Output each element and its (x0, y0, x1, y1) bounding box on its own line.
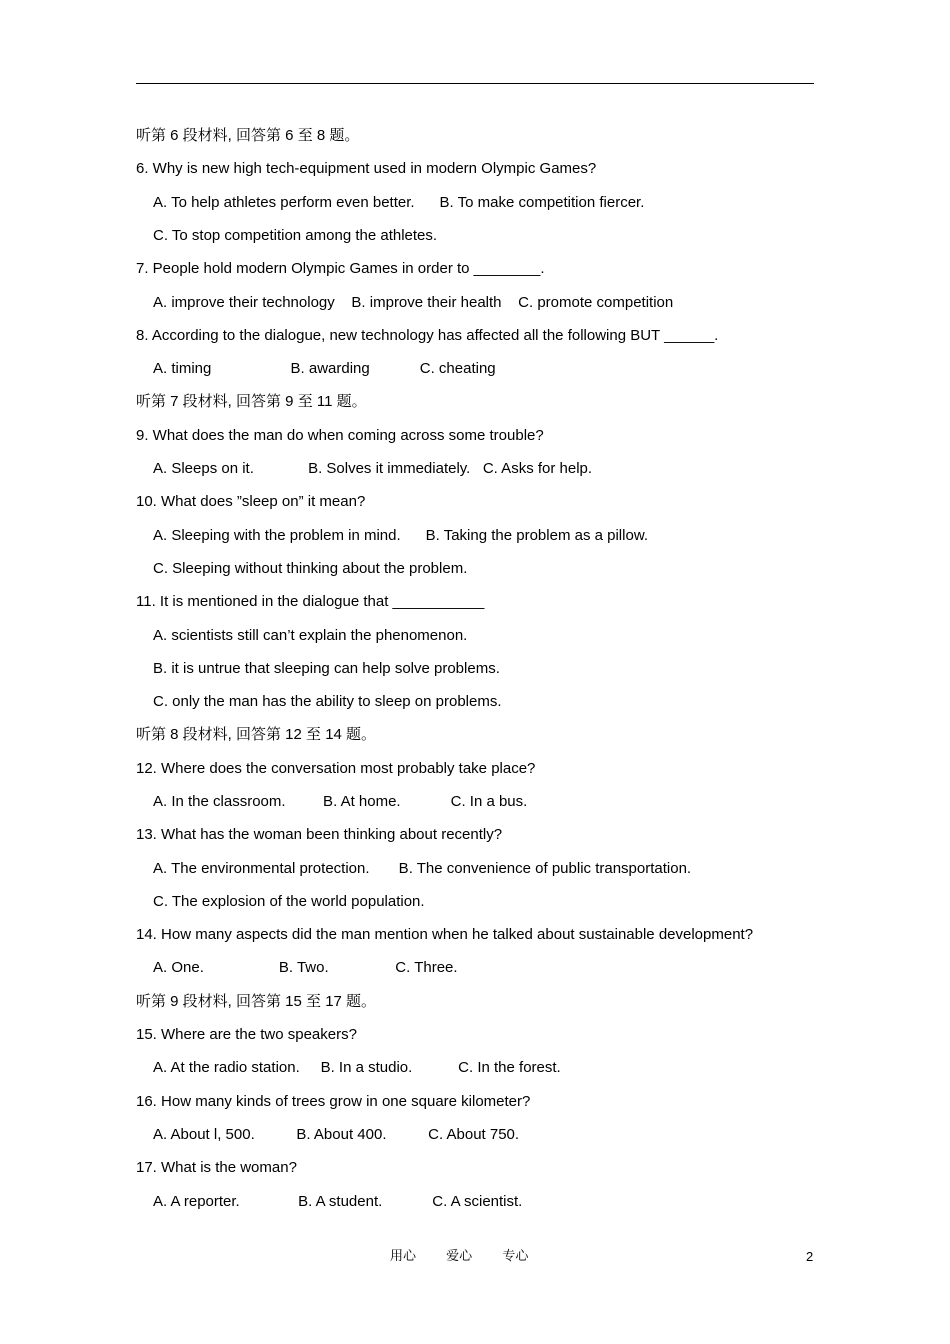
answer-options-line: C. The explosion of the world population. (153, 893, 425, 910)
question-line: 17. What is the woman? (136, 1159, 297, 1176)
question-line: 12. Where does the conversation most probably take place? (136, 760, 536, 777)
answer-options-line: B. it is untrue that sleeping can help solve problems. (153, 660, 500, 677)
answer-options-line: A. At the radio station. B. In a studio. C. In the forest. (153, 1059, 561, 1076)
question-line: 14. How many aspects did the man mention when he talked about sustainable development? (136, 926, 754, 943)
question-line: 9. What does the man do when coming across some trouble? (136, 427, 544, 444)
question-line: 听第 6 段材料, 回答第 6 至 8 题。 (136, 127, 360, 144)
question-line: 听第 7 段材料, 回答第 9 至 11 题。 (136, 393, 367, 410)
answer-options-line: A. A reporter. B. A student. C. A scientist. (153, 1193, 523, 1210)
question-line: 8. According to the dialogue, new technology has affected all the following BUT ______. (136, 327, 719, 344)
answer-options-line: A. To help athletes perform even better. B. To make competition fiercer. (153, 194, 645, 211)
question-line: 16. How many kinds of trees grow in one square kilometer? (136, 1093, 531, 1110)
answer-options-line: A. scientists still can’t explain the phenomenon. (153, 627, 468, 644)
answer-options-line: C. To stop competition among the athletes. (153, 227, 438, 244)
page-number: 2 (806, 1249, 814, 1264)
question-line: 听第 8 段材料, 回答第 12 至 14 题。 (136, 726, 377, 743)
answer-options-line: A. In the classroom. B. At home. C. In a bus. (153, 793, 528, 810)
answer-options-line: A. About l, 500. B. About 400. C. About 750. (153, 1126, 520, 1143)
answer-options-line: A. The environmental protection. B. The convenience of public transportation. (153, 860, 692, 877)
question-line: 10. What does ”sleep on” it mean? (136, 493, 366, 510)
answer-options-line: A. timing B. awarding C. cheating (153, 360, 496, 377)
footer-word-3: 专心 (502, 1249, 529, 1264)
header-rule (136, 83, 814, 84)
answer-options-line: A. improve their technology B. improve their health C. promote competition (153, 294, 674, 311)
answer-options-line: A. Sleeping with the problem in mind. B. Taking the problem as a pillow. (153, 527, 648, 544)
question-line: 11. It is mentioned in the dialogue that ___________ (136, 593, 485, 610)
question-line: 7. People hold modern Olympic Games in order to ________. (136, 260, 545, 277)
question-line: 15. Where are the two speakers? (136, 1026, 357, 1043)
answer-options-line: C. Sleeping without thinking about the problem. (153, 560, 468, 577)
page-footer (390, 1248, 554, 1266)
answer-options-line: C. only the man has the ability to sleep on problems. (153, 693, 502, 710)
footer-word-1: 用心 (390, 1249, 417, 1264)
question-line: 6. Why is new high tech-equipment used in modern Olympic Games? (136, 160, 597, 177)
question-line: 听第 9 段材料, 回答第 15 至 17 题。 (136, 993, 377, 1010)
question-line: 13. What has the woman been thinking about recently? (136, 826, 503, 843)
footer-word-2: 爱心 (446, 1249, 473, 1264)
answer-options-line: A. Sleeps on it. B. Solves it immediately. C. Asks for help. (153, 460, 593, 477)
answer-options-line: A. One. B. Two. C. Three. (153, 959, 458, 976)
